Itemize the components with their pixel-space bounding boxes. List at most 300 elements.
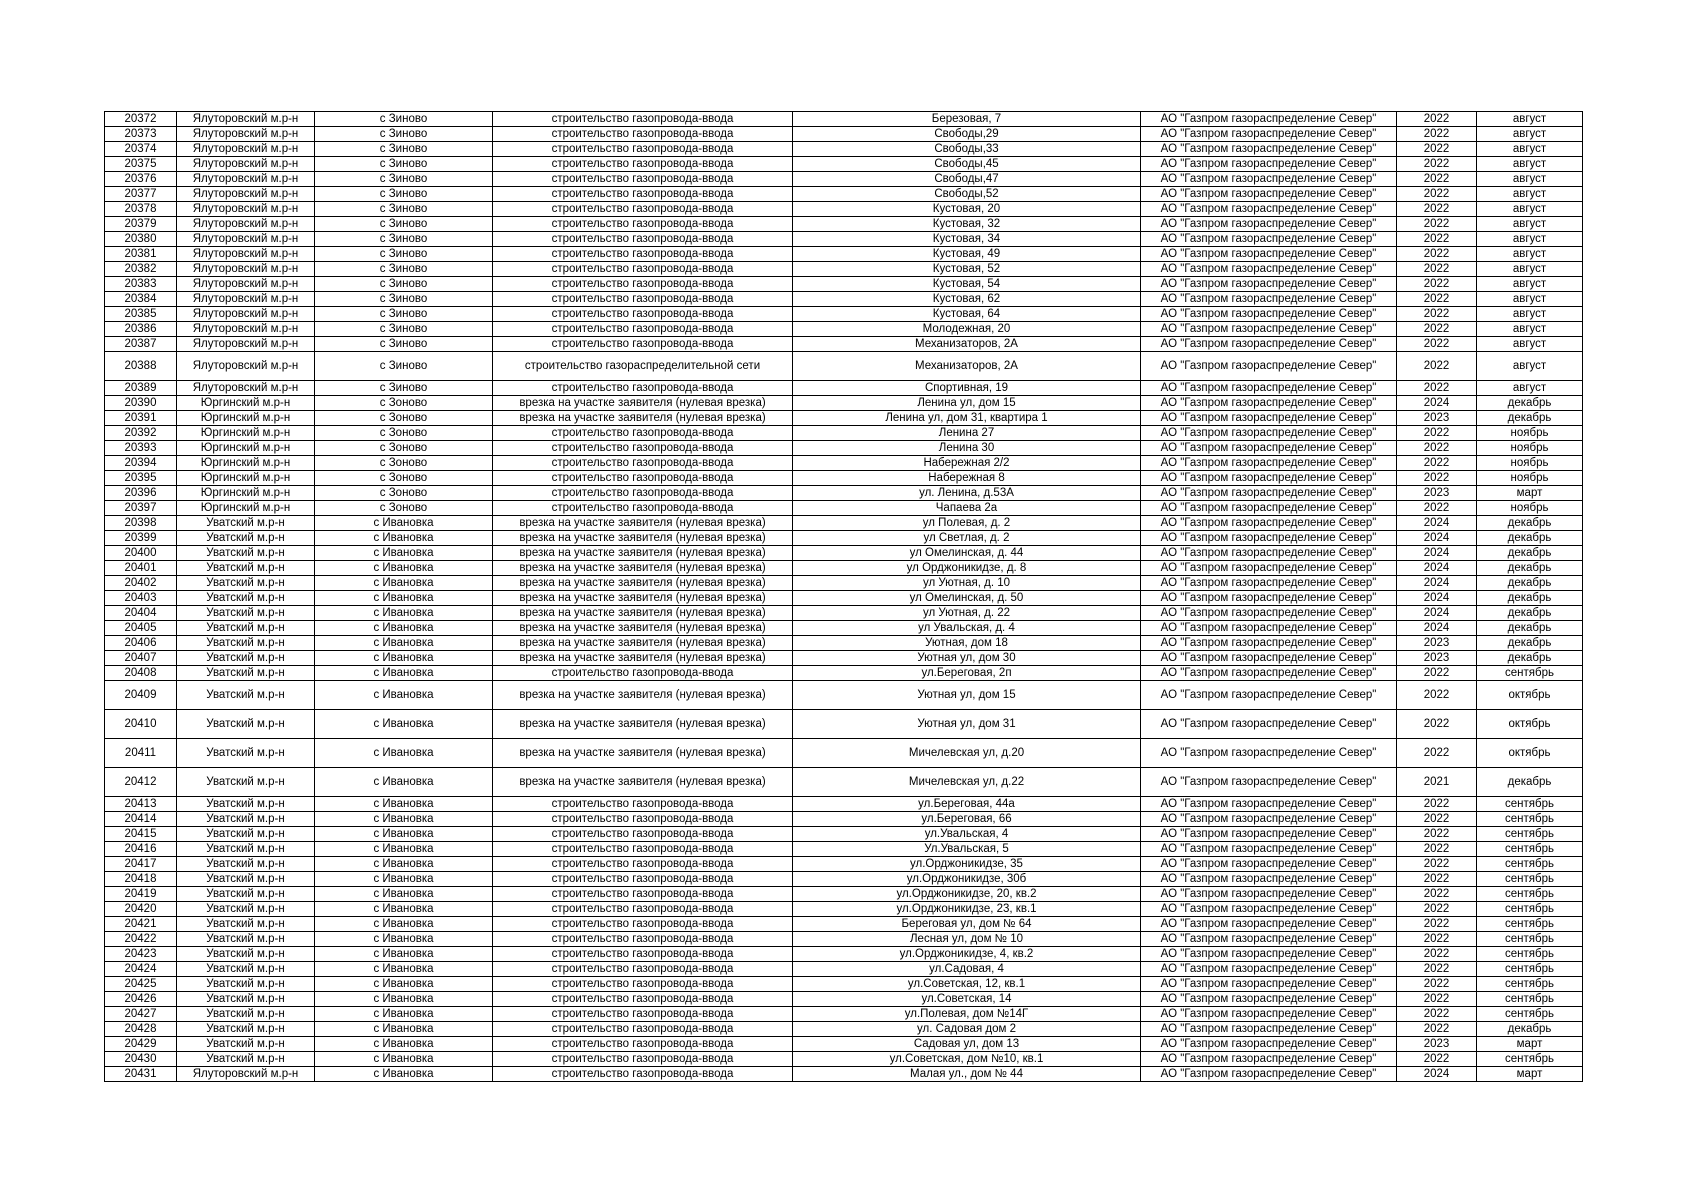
district-cell: Ялуторовский м.р-н <box>177 337 315 352</box>
month-cell: март <box>1477 1037 1583 1052</box>
row-number-cell: 20413 <box>105 797 177 812</box>
year-cell: 2022 <box>1397 426 1477 441</box>
table-row <box>105 1067 1583 1082</box>
table-row <box>105 1037 1583 1052</box>
table-row <box>105 947 1583 962</box>
work-type-cell: строительство газопровода-ввода <box>493 262 793 277</box>
address-cell: Мичелевская ул, д.22 <box>793 768 1141 797</box>
settlement-cell: с Зоново <box>315 441 493 456</box>
settlement-cell: с Ивановка <box>315 681 493 710</box>
work-type-cell: строительство газораспределительной сети <box>493 352 793 381</box>
month-cell: август <box>1477 217 1583 232</box>
address-cell: Ленина 30 <box>793 441 1141 456</box>
organization-cell: АО "Газпром газораспределение Север" <box>1141 842 1397 857</box>
work-type-cell: строительство газопровода-ввода <box>493 872 793 887</box>
row-number-cell: 20381 <box>105 247 177 262</box>
address-cell: ул Светлая, д. 2 <box>793 531 1141 546</box>
organization-cell: АО "Газпром газораспределение Север" <box>1141 902 1397 917</box>
year-cell: 2022 <box>1397 842 1477 857</box>
organization-cell: АО "Газпром газораспределение Север" <box>1141 456 1397 471</box>
organization-cell: АО "Газпром газораспределение Север" <box>1141 681 1397 710</box>
work-type-cell: строительство газопровода-ввода <box>493 501 793 516</box>
address-cell: ул.Советская, дом №10, кв.1 <box>793 1052 1141 1067</box>
month-cell: март <box>1477 1067 1583 1082</box>
settlement-cell: с Ивановка <box>315 768 493 797</box>
settlement-cell: с Зоново <box>315 486 493 501</box>
address-cell: Уютная ул, дом 30 <box>793 651 1141 666</box>
row-number-cell: 20396 <box>105 486 177 501</box>
district-cell: Ялуторовский м.р-н <box>177 322 315 337</box>
organization-cell: АО "Газпром газораспределение Север" <box>1141 262 1397 277</box>
address-cell: Чапаева 2а <box>793 501 1141 516</box>
work-type-cell: строительство газопровода-ввода <box>493 842 793 857</box>
work-type-cell: врезка на участке заявителя (нулевая врезка) <box>493 739 793 768</box>
year-cell: 2024 <box>1397 561 1477 576</box>
year-cell: 2022 <box>1397 917 1477 932</box>
organization-cell: АО "Газпром газораспределение Север" <box>1141 217 1397 232</box>
table-body <box>105 112 1583 1082</box>
address-cell: ул. Садовая дом 2 <box>793 1022 1141 1037</box>
settlement-cell: с Ивановка <box>315 621 493 636</box>
table-row <box>105 917 1583 932</box>
address-cell: ул.Орджоникидзе, 20, кв.2 <box>793 887 1141 902</box>
address-cell: Березовая, 7 <box>793 112 1141 127</box>
year-cell: 2023 <box>1397 486 1477 501</box>
month-cell: август <box>1477 292 1583 307</box>
settlement-cell: с Зиново <box>315 142 493 157</box>
row-number-cell: 20401 <box>105 561 177 576</box>
district-cell: Уватский м.р-н <box>177 1052 315 1067</box>
address-cell: Мичелевская ул, д.20 <box>793 739 1141 768</box>
organization-cell: АО "Газпром газораспределение Север" <box>1141 977 1397 992</box>
address-cell: Лесная ул, дом № 10 <box>793 932 1141 947</box>
address-cell: ул.Садовая, 4 <box>793 962 1141 977</box>
organization-cell: АО "Газпром газораспределение Север" <box>1141 812 1397 827</box>
settlement-cell: с Зиново <box>315 247 493 262</box>
work-type-cell: строительство газопровода-ввода <box>493 1067 793 1082</box>
work-type-cell: строительство газопровода-ввода <box>493 902 793 917</box>
year-cell: 2022 <box>1397 992 1477 1007</box>
month-cell: август <box>1477 307 1583 322</box>
year-cell: 2024 <box>1397 606 1477 621</box>
settlement-cell: с Зиново <box>315 307 493 322</box>
settlement-cell: с Ивановка <box>315 932 493 947</box>
settlement-cell: с Ивановка <box>315 1067 493 1082</box>
address-cell: ул.Советская, 14 <box>793 992 1141 1007</box>
work-type-cell: строительство газопровода-ввода <box>493 992 793 1007</box>
table-row <box>105 902 1583 917</box>
settlement-cell: с Зоново <box>315 396 493 411</box>
row-number-cell: 20377 <box>105 187 177 202</box>
address-cell: ул. Ленина, д.53А <box>793 486 1141 501</box>
row-number-cell: 20376 <box>105 172 177 187</box>
address-cell: Уютная ул, дом 31 <box>793 710 1141 739</box>
work-type-cell: врезка на участке заявителя (нулевая врезка) <box>493 606 793 621</box>
year-cell: 2022 <box>1397 977 1477 992</box>
year-cell: 2024 <box>1397 531 1477 546</box>
settlement-cell: с Ивановка <box>315 887 493 902</box>
settlement-cell: с Зиново <box>315 292 493 307</box>
year-cell: 2022 <box>1397 277 1477 292</box>
work-type-cell: строительство газопровода-ввода <box>493 857 793 872</box>
row-number-cell: 20406 <box>105 636 177 651</box>
work-type-cell: врезка на участке заявителя (нулевая врезка) <box>493 411 793 426</box>
row-number-cell: 20382 <box>105 262 177 277</box>
table-row <box>105 232 1583 247</box>
table-row <box>105 381 1583 396</box>
work-type-cell: врезка на участке заявителя (нулевая врезка) <box>493 636 793 651</box>
settlement-cell: с Ивановка <box>315 827 493 842</box>
organization-cell: АО "Газпром газораспределение Север" <box>1141 1037 1397 1052</box>
settlement-cell: с Ивановка <box>315 561 493 576</box>
settlement-cell: с Зиново <box>315 157 493 172</box>
district-cell: Уватский м.р-н <box>177 1022 315 1037</box>
address-cell: ул.Полевая, дом №14Г <box>793 1007 1141 1022</box>
work-type-cell: строительство газопровода-ввода <box>493 1007 793 1022</box>
year-cell: 2022 <box>1397 1022 1477 1037</box>
district-cell: Уватский м.р-н <box>177 531 315 546</box>
year-cell: 2023 <box>1397 1037 1477 1052</box>
address-cell: ул.Советская, 12, кв.1 <box>793 977 1141 992</box>
month-cell: октябрь <box>1477 739 1583 768</box>
row-number-cell: 20400 <box>105 546 177 561</box>
work-type-cell: строительство газопровода-ввода <box>493 456 793 471</box>
work-type-cell: врезка на участке заявителя (нулевая врезка) <box>493 621 793 636</box>
month-cell: август <box>1477 172 1583 187</box>
address-cell: Малая ул., дом № 44 <box>793 1067 1141 1082</box>
table-row <box>105 262 1583 277</box>
work-type-cell: строительство газопровода-ввода <box>493 381 793 396</box>
year-cell: 2022 <box>1397 857 1477 872</box>
row-number-cell: 20375 <box>105 157 177 172</box>
address-cell: Ленина ул, дом 15 <box>793 396 1141 411</box>
row-number-cell: 20416 <box>105 842 177 857</box>
month-cell: декабрь <box>1477 1022 1583 1037</box>
work-type-cell: строительство газопровода-ввода <box>493 247 793 262</box>
organization-cell: АО "Газпром газораспределение Север" <box>1141 202 1397 217</box>
table-row <box>105 651 1583 666</box>
row-number-cell: 20419 <box>105 887 177 902</box>
district-cell: Уватский м.р-н <box>177 842 315 857</box>
row-number-cell: 20409 <box>105 681 177 710</box>
month-cell: октябрь <box>1477 681 1583 710</box>
address-cell: ул Орджоникидзе, д. 8 <box>793 561 1141 576</box>
district-cell: Уватский м.р-н <box>177 591 315 606</box>
work-type-cell: строительство газопровода-ввода <box>493 187 793 202</box>
month-cell: октябрь <box>1477 710 1583 739</box>
settlement-cell: с Зиново <box>315 217 493 232</box>
row-number-cell: 20423 <box>105 947 177 962</box>
district-cell: Уватский м.р-н <box>177 666 315 681</box>
district-cell: Уватский м.р-н <box>177 739 315 768</box>
district-cell: Уватский м.р-н <box>177 768 315 797</box>
month-cell: сентябрь <box>1477 842 1583 857</box>
district-cell: Ялуторовский м.р-н <box>177 247 315 262</box>
address-cell: Кустовая, 49 <box>793 247 1141 262</box>
year-cell: 2022 <box>1397 1007 1477 1022</box>
district-cell: Уватский м.р-н <box>177 1037 315 1052</box>
address-cell: Ленина 27 <box>793 426 1141 441</box>
table-row <box>105 591 1583 606</box>
district-cell: Ялуторовский м.р-н <box>177 232 315 247</box>
district-cell: Ялуторовский м.р-н <box>177 352 315 381</box>
table-row <box>105 277 1583 292</box>
district-cell: Уватский м.р-н <box>177 561 315 576</box>
month-cell: август <box>1477 202 1583 217</box>
table-row <box>105 666 1583 681</box>
table-row <box>105 352 1583 381</box>
organization-cell: АО "Газпром газораспределение Север" <box>1141 187 1397 202</box>
row-number-cell: 20397 <box>105 501 177 516</box>
address-cell: ул.Береговая, 44а <box>793 797 1141 812</box>
year-cell: 2022 <box>1397 456 1477 471</box>
work-type-cell: строительство газопровода-ввода <box>493 486 793 501</box>
district-cell: Уватский м.р-н <box>177 902 315 917</box>
table-row <box>105 486 1583 501</box>
year-cell: 2023 <box>1397 411 1477 426</box>
district-cell: Уватский м.р-н <box>177 797 315 812</box>
row-number-cell: 20399 <box>105 531 177 546</box>
organization-cell: АО "Газпром газораспределение Север" <box>1141 768 1397 797</box>
address-cell: ул.Береговая, 66 <box>793 812 1141 827</box>
month-cell: август <box>1477 322 1583 337</box>
year-cell: 2022 <box>1397 352 1477 381</box>
organization-cell: АО "Газпром газораспределение Север" <box>1141 352 1397 381</box>
settlement-cell: с Ивановка <box>315 842 493 857</box>
settlement-cell: с Ивановка <box>315 977 493 992</box>
address-cell: Садовая ул, дом 13 <box>793 1037 1141 1052</box>
month-cell: декабрь <box>1477 396 1583 411</box>
row-number-cell: 20421 <box>105 917 177 932</box>
row-number-cell: 20430 <box>105 1052 177 1067</box>
table-row <box>105 112 1583 127</box>
year-cell: 2022 <box>1397 172 1477 187</box>
row-number-cell: 20414 <box>105 812 177 827</box>
address-cell: ул Омелинская, д. 50 <box>793 591 1141 606</box>
table-row <box>105 606 1583 621</box>
settlement-cell: с Зоново <box>315 426 493 441</box>
year-cell: 2023 <box>1397 651 1477 666</box>
month-cell: август <box>1477 142 1583 157</box>
work-type-cell: строительство газопровода-ввода <box>493 932 793 947</box>
settlement-cell: с Ивановка <box>315 546 493 561</box>
year-cell: 2022 <box>1397 872 1477 887</box>
district-cell: Ялуторовский м.р-н <box>177 307 315 322</box>
organization-cell: АО "Газпром газораспределение Север" <box>1141 739 1397 768</box>
row-number-cell: 20395 <box>105 471 177 486</box>
address-cell: Набережная 8 <box>793 471 1141 486</box>
table-row <box>105 441 1583 456</box>
district-cell: Уватский м.р-н <box>177 932 315 947</box>
district-cell: Ялуторовский м.р-н <box>177 172 315 187</box>
row-number-cell: 20398 <box>105 516 177 531</box>
month-cell: август <box>1477 262 1583 277</box>
work-type-cell: врезка на участке заявителя (нулевая врезка) <box>493 396 793 411</box>
row-number-cell: 20424 <box>105 962 177 977</box>
settlement-cell: с Зиново <box>315 202 493 217</box>
table-row <box>105 1007 1583 1022</box>
work-type-cell: строительство газопровода-ввода <box>493 127 793 142</box>
table-row <box>105 516 1583 531</box>
month-cell: декабрь <box>1477 576 1583 591</box>
district-cell: Ялуторовский м.р-н <box>177 127 315 142</box>
settlement-cell: с Ивановка <box>315 1037 493 1052</box>
month-cell: сентябрь <box>1477 932 1583 947</box>
address-cell: Молодежная, 20 <box>793 322 1141 337</box>
table-row <box>105 827 1583 842</box>
work-type-cell: строительство газопровода-ввода <box>493 307 793 322</box>
year-cell: 2022 <box>1397 337 1477 352</box>
month-cell: сентябрь <box>1477 902 1583 917</box>
settlement-cell: с Ивановка <box>315 591 493 606</box>
month-cell: август <box>1477 352 1583 381</box>
settlement-cell: с Ивановка <box>315 902 493 917</box>
table-row <box>105 292 1583 307</box>
month-cell: сентябрь <box>1477 962 1583 977</box>
month-cell: сентябрь <box>1477 872 1583 887</box>
work-type-cell: строительство газопровода-ввода <box>493 977 793 992</box>
table-row <box>105 621 1583 636</box>
month-cell: сентябрь <box>1477 992 1583 1007</box>
year-cell: 2023 <box>1397 636 1477 651</box>
table-row <box>105 857 1583 872</box>
table-row <box>105 561 1583 576</box>
organization-cell: АО "Газпром газораспределение Север" <box>1141 486 1397 501</box>
year-cell: 2022 <box>1397 217 1477 232</box>
year-cell: 2022 <box>1397 307 1477 322</box>
address-cell: Ленина ул, дом 31, квартира 1 <box>793 411 1141 426</box>
year-cell: 2022 <box>1397 127 1477 142</box>
organization-cell: АО "Газпром газораспределение Север" <box>1141 636 1397 651</box>
settlement-cell: с Ивановка <box>315 651 493 666</box>
organization-cell: АО "Газпром газораспределение Север" <box>1141 546 1397 561</box>
month-cell: декабрь <box>1477 606 1583 621</box>
district-cell: Уватский м.р-н <box>177 576 315 591</box>
year-cell: 2022 <box>1397 932 1477 947</box>
address-cell: Спортивная, 19 <box>793 381 1141 396</box>
address-cell: Механизаторов, 2А <box>793 352 1141 381</box>
settlement-cell: с Зиново <box>315 112 493 127</box>
year-cell: 2022 <box>1397 381 1477 396</box>
month-cell: сентябрь <box>1477 1007 1583 1022</box>
settlement-cell: с Ивановка <box>315 1007 493 1022</box>
row-number-cell: 20405 <box>105 621 177 636</box>
month-cell: декабрь <box>1477 651 1583 666</box>
table-row <box>105 411 1583 426</box>
district-cell: Юргинский м.р-н <box>177 456 315 471</box>
district-cell: Ялуторовский м.р-н <box>177 157 315 172</box>
district-cell: Ялуторовский м.р-н <box>177 202 315 217</box>
district-cell: Ялуторовский м.р-н <box>177 142 315 157</box>
row-number-cell: 20389 <box>105 381 177 396</box>
year-cell: 2024 <box>1397 516 1477 531</box>
table-row <box>105 768 1583 797</box>
district-cell: Уватский м.р-н <box>177 621 315 636</box>
year-cell: 2022 <box>1397 812 1477 827</box>
month-cell: ноябрь <box>1477 456 1583 471</box>
settlement-cell: с Зиново <box>315 381 493 396</box>
organization-cell: АО "Газпром газораспределение Север" <box>1141 992 1397 1007</box>
address-cell: Кустовая, 54 <box>793 277 1141 292</box>
row-number-cell: 20392 <box>105 426 177 441</box>
row-number-cell: 20418 <box>105 872 177 887</box>
table-row <box>105 887 1583 902</box>
organization-cell: АО "Газпром газораспределение Север" <box>1141 232 1397 247</box>
address-cell: Набережная 2/2 <box>793 456 1141 471</box>
row-number-cell: 20427 <box>105 1007 177 1022</box>
district-cell: Юргинский м.р-н <box>177 471 315 486</box>
table-row <box>105 531 1583 546</box>
address-cell: ул.Увальская, 4 <box>793 827 1141 842</box>
address-cell: ул.Орджоникидзе, 4, кв.2 <box>793 947 1141 962</box>
month-cell: декабрь <box>1477 768 1583 797</box>
year-cell: 2022 <box>1397 501 1477 516</box>
settlement-cell: с Ивановка <box>315 872 493 887</box>
table-row <box>105 322 1583 337</box>
month-cell: август <box>1477 381 1583 396</box>
district-cell: Уватский м.р-н <box>177 887 315 902</box>
work-type-cell: строительство газопровода-ввода <box>493 1022 793 1037</box>
district-cell: Юргинский м.р-н <box>177 501 315 516</box>
row-number-cell: 20373 <box>105 127 177 142</box>
year-cell: 2022 <box>1397 112 1477 127</box>
settlement-cell: с Зиново <box>315 262 493 277</box>
address-cell: Кустовая, 62 <box>793 292 1141 307</box>
settlement-cell: с Ивановка <box>315 636 493 651</box>
district-cell: Юргинский м.р-н <box>177 426 315 441</box>
month-cell: сентябрь <box>1477 977 1583 992</box>
table-row <box>105 456 1583 471</box>
table-row <box>105 337 1583 352</box>
work-type-cell: строительство газопровода-ввода <box>493 157 793 172</box>
row-number-cell: 20428 <box>105 1022 177 1037</box>
organization-cell: АО "Газпром газораспределение Север" <box>1141 322 1397 337</box>
row-number-cell: 20408 <box>105 666 177 681</box>
address-cell: Свободы,47 <box>793 172 1141 187</box>
district-cell: Ялуторовский м.р-н <box>177 112 315 127</box>
table-row <box>105 681 1583 710</box>
organization-cell: АО "Газпром газораспределение Север" <box>1141 531 1397 546</box>
organization-cell: АО "Газпром газораспределение Север" <box>1141 827 1397 842</box>
year-cell: 2022 <box>1397 262 1477 277</box>
address-cell: Кустовая, 20 <box>793 202 1141 217</box>
month-cell: декабрь <box>1477 591 1583 606</box>
district-cell: Уватский м.р-н <box>177 710 315 739</box>
district-cell: Уватский м.р-н <box>177 606 315 621</box>
month-cell: ноябрь <box>1477 501 1583 516</box>
settlement-cell: с Ивановка <box>315 516 493 531</box>
address-cell: ул Уютная, д. 22 <box>793 606 1141 621</box>
table-row <box>105 157 1583 172</box>
table-row <box>105 127 1583 142</box>
table-row <box>105 962 1583 977</box>
row-number-cell: 20374 <box>105 142 177 157</box>
address-cell: Кустовая, 34 <box>793 232 1141 247</box>
month-cell: август <box>1477 337 1583 352</box>
year-cell: 2024 <box>1397 591 1477 606</box>
table-row <box>105 1022 1583 1037</box>
settlement-cell: с Зиново <box>315 172 493 187</box>
year-cell: 2022 <box>1397 827 1477 842</box>
year-cell: 2022 <box>1397 202 1477 217</box>
table-row <box>105 932 1583 947</box>
row-number-cell: 20393 <box>105 441 177 456</box>
settlement-cell: с Ивановка <box>315 992 493 1007</box>
month-cell: сентябрь <box>1477 857 1583 872</box>
month-cell: ноябрь <box>1477 426 1583 441</box>
row-number-cell: 20394 <box>105 456 177 471</box>
row-number-cell: 20386 <box>105 322 177 337</box>
